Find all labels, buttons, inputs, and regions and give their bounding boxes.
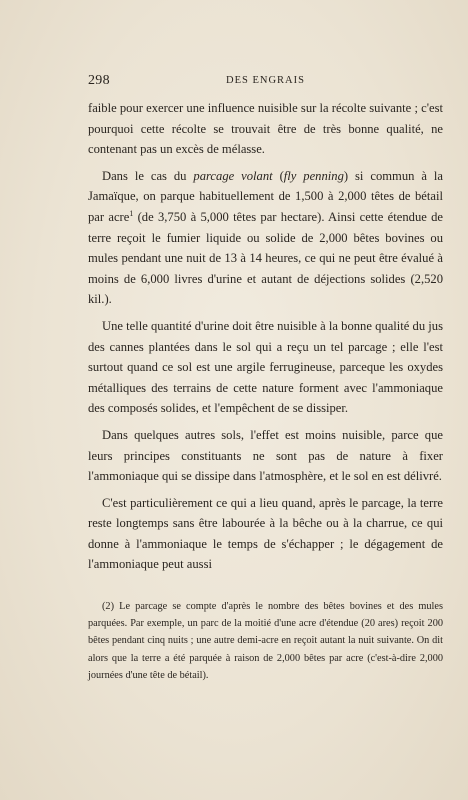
paragraph: C'est particulièrement ce qui a lieu quand, après le parcage, la terre reste longtemps sans être labourée à la bêche ou à la charrue, ce qui donne à l'ammoniaque le temps de s'échapper ; le dégagement de l'ammoniaque peut aussi	[88, 495, 443, 572]
footnote-text: (2) Le parcage se compte d'après le nombre des bêtes bovines et des mules parquées. Par exemple, un parc de la moitié d'une acre d'étendue (20 ares) reçoit 200 bêtes pendant cinq nuits ; une autre demi-acre en reçoit autant la nuit suivante. On dit alors que la terre a été parquée à raison de 2,000 bêtes par acre (c'est-à-dire 2,000 journées d'une tête de bétail).	[88, 601, 443, 681]
page-number: 298	[88, 73, 110, 88]
footnote-marker: 1	[129, 208, 134, 218]
paragraph: Dans le cas du parcage volant (fly penning) si commun à la Jamaïque, on parque habituellement de 1,500 à 2,000 têtes de bétail par acre$^1$ (de 3,750 à 5,000 têtes par hectare). Ainsi cette étendue de terre reçoit le fumier liquide ou solide de 2,000 bêtes bovines ou mules pendant une nuit de 13 à 14 heures, ce qui ne peut être évalué à moins de 6,000 livres d'urine et autant de déjections solides (2,520 kil.).	[88, 168, 443, 307]
paragraph: faible pour exercer une influence nuisible sur la récolte suivante ; c'est pourquoi cette récolte se trouvait être de très bonne qualité, ne contenant pas un excès de mélasse.	[88, 101, 443, 157]
paragraph: Dans quelques autres sols, l'effet est moins nuisible, parce que leurs principes constituants ne sont pas de nature à fixer l'ammoniaque qui se dissipe dans l'atmosphère, et le sol en est délivré.	[88, 427, 443, 484]
italic-term: fly penning	[283, 168, 344, 183]
italic-term: parcage volant	[193, 168, 273, 183]
body-text	[88, 98, 443, 575]
footnote	[88, 598, 443, 684]
paragraph: Une telle quantité d'urine doit être nuisible à la bonne qualité du jus des cannes plantées dans le sol qui a reçu un tel parcage ; elle l'est surtout quand ce sol est une argile ferrugineuse, parceque les oxydes métalliques des terrains de cette nature forment avec l'ammoniaque des composés solides, et l'empêchent de se dissiper.	[88, 318, 443, 416]
page-header	[88, 73, 443, 91]
running-head: DES ENGRAIS	[226, 75, 305, 86]
